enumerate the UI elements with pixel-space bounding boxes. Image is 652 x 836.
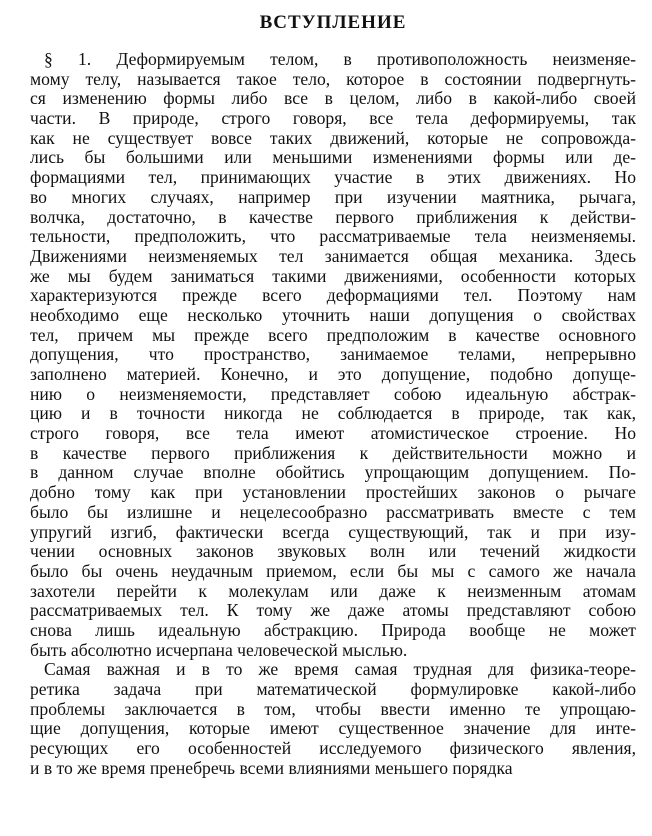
- text-line: характеризуются прежде всего деформациями тел. Поэтому нам: [30, 286, 636, 306]
- text-line: цию и в точности никогда не соблюдается в природе, так как,: [30, 404, 636, 424]
- text-line: допущения, что пространство, занимаемое телами, непрерывно: [30, 345, 636, 365]
- text-line: было бы излишне и нецелесообразно рассматривать вместе с тем: [30, 502, 636, 522]
- text-line: нию о неизменяемости, представляет собою идеальную абстрак-: [30, 384, 636, 404]
- text-line: снова лишь идеальную абстракцию. Природа вообще не может: [30, 620, 636, 640]
- text-line: § 1. Деформируемым телом, в противоположность неизменяе-: [44, 50, 636, 69]
- text-line: тел, причем мы прежде всего предположим в качестве основного: [30, 325, 636, 345]
- text-line: как не существует вовсе таких движений, которые не сопровожда-: [30, 128, 636, 148]
- text-line: проблемы заключается в том, чтобы ввести именно те упрощаю-: [30, 699, 636, 719]
- text-line: рассматриваемых тел. К тому же даже атомы представляют собою: [30, 601, 636, 621]
- text-line: захотели перейти к молекулам или даже к неизменным атомам: [30, 581, 636, 601]
- paragraph-2: [30, 660, 636, 778]
- text-line: упругий изгиб, фактически всегда существующий, так и при изу-: [30, 522, 636, 542]
- text-line: щие допущения, которые имеют существенное значение для инте-: [30, 719, 636, 739]
- text-line: необходимо еще несколько уточнить наши допущения о свойствах: [30, 305, 636, 325]
- text-line: ретика задача при математической формулировке какой-либо: [30, 680, 636, 699]
- text-line: заполнено материей. Конечно, и это допущение, подобно допуще-: [30, 365, 636, 384]
- text-line: формациями тел, принимающих участие в этих движениях. Но: [30, 168, 636, 188]
- text-line: добно тому как при установлении простейших законов о рычаге: [30, 483, 636, 503]
- text-line: ся изменению формы либо все в целом, либо в какой-либо своей: [30, 89, 636, 109]
- text-line: мому телу, называется такое тело, которое в состоянии подвергнуть-: [30, 69, 636, 89]
- text-line: в качестве первого приближения к действительности можно и: [30, 443, 636, 463]
- text-line: Движениями неизменяемых тел занимается общая механика. Здесь: [30, 246, 636, 266]
- paragraph-1: [30, 50, 636, 660]
- text-line: строго говоря, все тела имеют атомистическое строение. Но: [30, 424, 636, 444]
- text-line: лись бы большими или меньшими изменениями формы или де-: [30, 148, 636, 168]
- text-line: Самая важная и в то же время самая трудная для физика-теоре-: [44, 660, 636, 680]
- text-line: быть абсолютно исчерпана человеческой мыслью.: [30, 640, 408, 660]
- text-line: и в то же время пренебречь всеми влияниями меньшего порядка: [30, 758, 513, 778]
- text-line: тельности, предположить, что рассматриваемые тела неизменяемы.: [30, 227, 636, 247]
- text-line: части. В природе, строго говоря, все тела деформируемы, так: [30, 109, 636, 129]
- section-title: ВСТУПЛЕНИЕ: [259, 12, 407, 33]
- text-line: волчка, достаточно, в качестве первого приближения к действи-: [30, 207, 636, 227]
- text-line: было бы очень неудачным приемом, если бы мы с самого же начала: [30, 561, 636, 581]
- text-line: же мы будем заниматься такими движениями, особенности которых: [30, 266, 636, 286]
- page: [30, 8, 636, 778]
- text-line: ресующих его особенностей исследуемого физического явления,: [30, 739, 636, 759]
- text-line: чении основных законов звуковых волн или течений жидкости: [30, 542, 636, 562]
- text-line: во многих случаях, например при изучении маятника, рычага,: [30, 187, 636, 207]
- text-line: в данном случае вполне обойтись упрощающим допущением. По-: [30, 463, 636, 483]
